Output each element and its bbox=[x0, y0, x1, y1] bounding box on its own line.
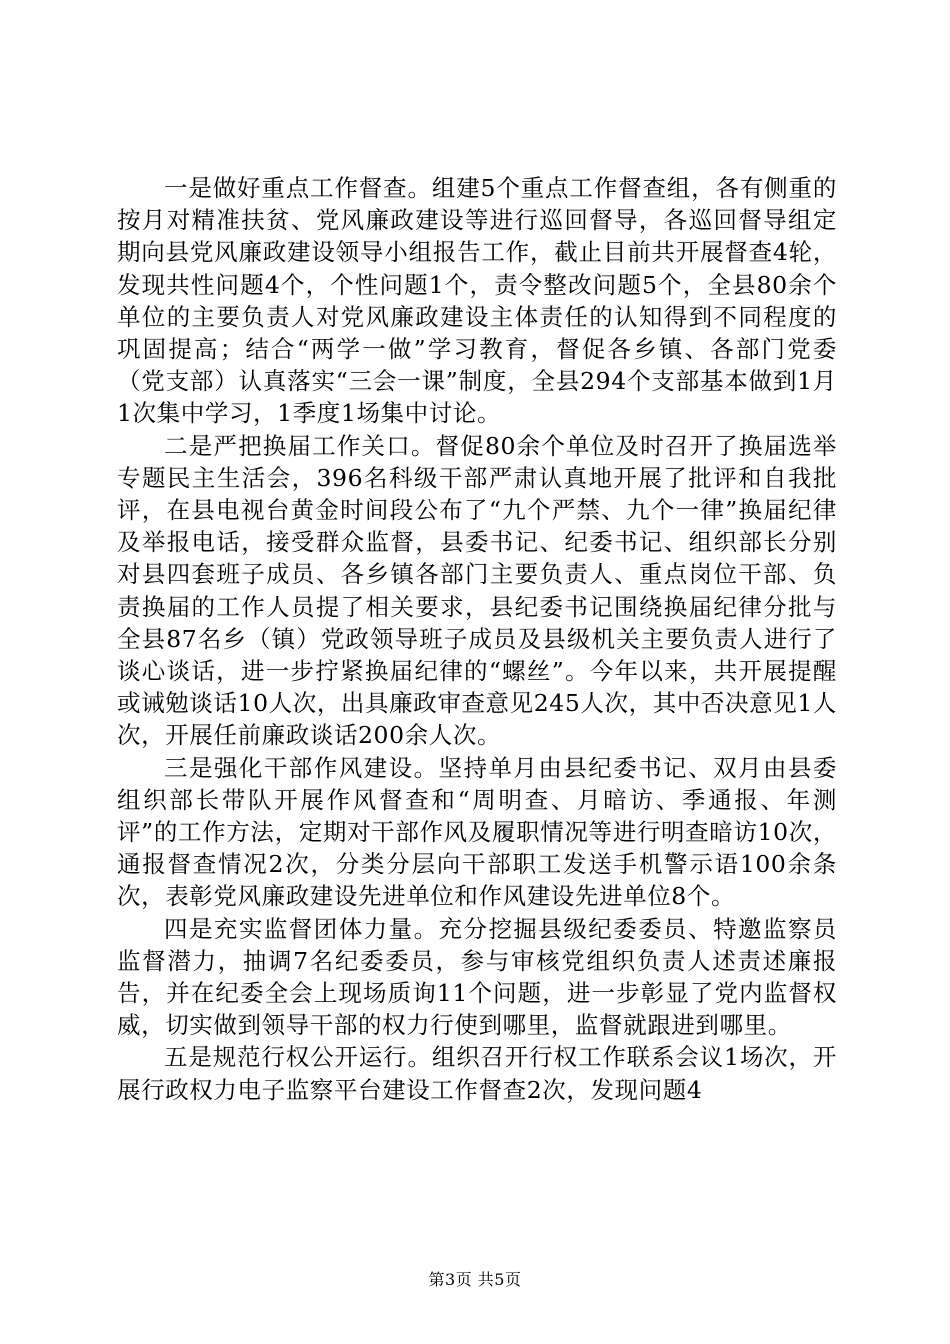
paragraph-power-operation: 五是规范行权公开运行。组织召开行权工作联系会议1场次，开展行政权力电子监察平台建设工作督查2次，发现问题4 bbox=[117, 1043, 837, 1104]
page-footer bbox=[0, 1270, 950, 1290]
paragraph-key-work-supervision: 一是做好重点工作督查。组建5个重点工作督查组，各有侧重的按月对精准扶贫、党风廉政建设等进行巡回督导，各巡回督导组定期向县党风廉政建设领导小组报告工作，截止目前共开展督查4轮，发现共性问题4个，个性问题1个，责令整改问题5个，全县80余个单位的主要负责人对党风廉政建设主体责任的认知得到不同程度的巩固提高；结合“两学一做”学习教育，督促各乡镇、各部门党委（党支部）认真落实“三会一课”制度，全县294个支部基本做到1月1次集中学习，1季度1场集中讨论。 bbox=[117, 174, 837, 428]
paragraph-supervision-force: 四是充实监督团体力量。充分挖掘县级纪委委员、特邀监察员监督潜力，抽调7名纪委委员，参与审核党组织负责人述责述廉报告，并在纪委全会上现场质询11个问题，进一步彰显了党内监督权威，切实做到领导干部的权力行使到哪里，监督就跟进到哪里。 bbox=[117, 914, 837, 1040]
document-body bbox=[117, 172, 837, 1106]
page-number: 第3页 共5页 bbox=[428, 1270, 522, 1289]
paragraph-election-discipline: 二是严把换届工作关口。督促80余个单位及时召开了换届选举专题民主生活会，396名科级干部严肃认真地开展了批评和自我批评，在县电视台黄金时间段公布了“九个严禁、九个一律”换届纪律及举报电话，接受群众监督，县委书记、纪委书记、组织部长分别对县四套班子成员、各乡镇各部门主要负责人、重点岗位干部、负责换届的工作人员提了相关要求，县纪委书记围绕换届纪律分批与全县87名乡（镇）党政领导班子成员及县级机关主要负责人进行了谈心谈话，进一步拧紧换届纪律的“螺丝”。今年以来，共开展提醒或诫勉谈话10人次，出具廉政审查意见245人次，其中否决意见1人次，开展任前廉政谈话200余人次。 bbox=[117, 431, 837, 750]
paragraph-cadre-style: 三是强化干部作风建设。坚持单月由县纪委书记、双月由县委组织部长带队开展作风督查和“周明查、月暗访、季通报、年测评”的工作方法，定期对干部作风及履职情况等进行明查暗访10次，通报督查情况2次，分类分层向干部职工发送手机警示语100余条次，表彰党风廉政建设先进单位和作风建设先进单位8个。 bbox=[117, 753, 837, 911]
